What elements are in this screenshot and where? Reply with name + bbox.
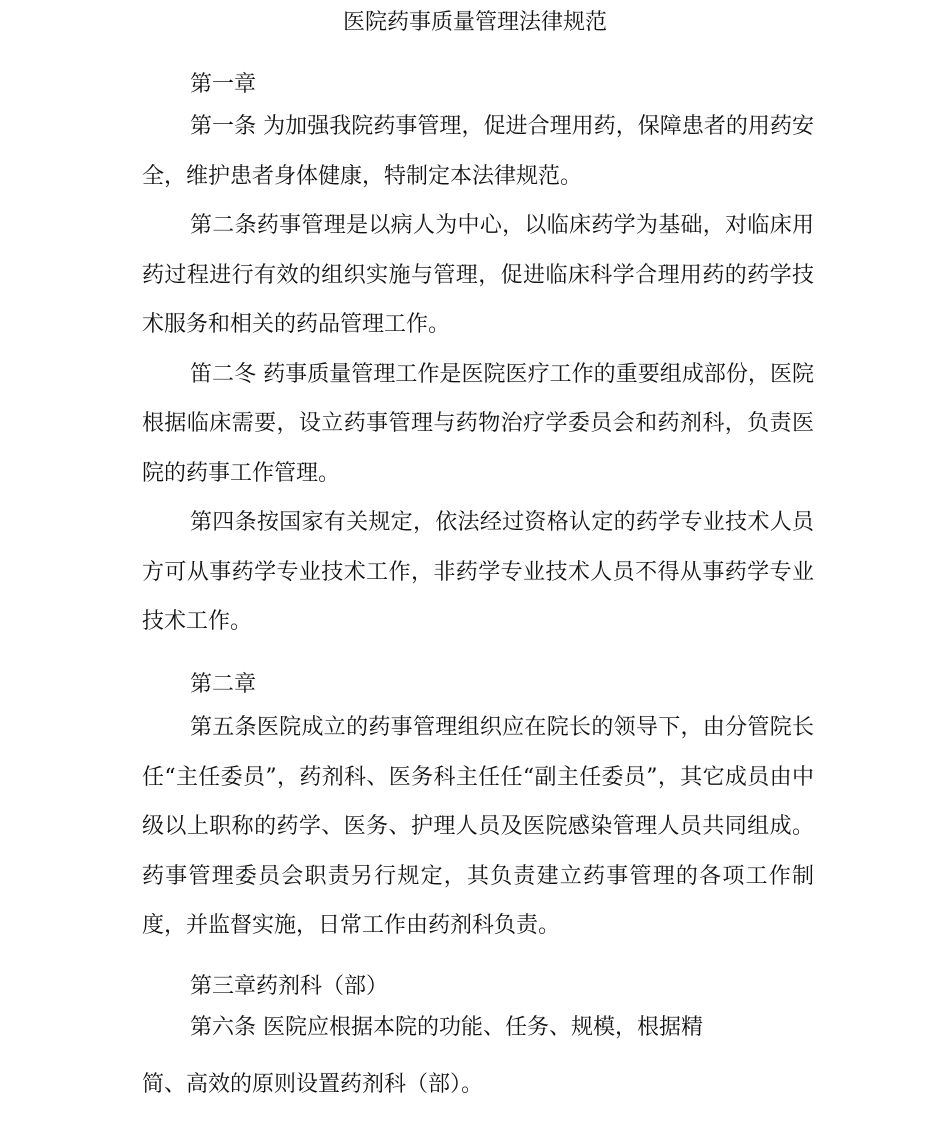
article-6-line-2: 简、高效的原则设置药剂科（部）。 [142, 1072, 484, 1097]
chapter-2-articles [142, 703, 814, 951]
article-5: 第五条医院成立的药事管理组织应在院长的领导下，由分管院长任“主任委员”，药剂科、医务科主任任“副主任委员”，其它成员由中级以上职称的药学、医务、护理人员及医院感染管理人员共同组成。药事管理委员会职责另行规定，其负责建立药事管理的各项工作制度，并监督实施，日常工作由药剂科负责。 [142, 715, 814, 938]
article-2: 第二条药事管理是以病人为中心，以临床药学为基础，对临床用药过程进行有效的组织实施与管理，促进临床科学合理用药的药学技术服务和相关的药品管理工作。 [142, 213, 814, 337]
chapter-2-heading: 第二章 [190, 672, 257, 697]
chapter-1-heading: 第一章 [190, 72, 257, 97]
article-6-line-1: 第六条 医院应根据本院的功能、任务、规模，根据精 [190, 1015, 703, 1040]
article-4: 第四条按国家有关规定，依法经过资格认定的药学专业技术人员方可从事药学专业技术工作，非药学专业技术人员不得从事药学专业技术工作。 [142, 510, 814, 634]
document-title: 医院药事质量管理法律规范 [342, 10, 607, 35]
article-1: 第一条 为加强我院药事管理，促进合理用药，保障患者的用药安全，维护患者身体健康，特制定本法律规范。 [142, 114, 814, 189]
chapter-3-heading: 第三章药剂科（部） [190, 974, 389, 999]
chapter-1-articles [142, 102, 814, 647]
article-3: 笛二冬 药事质量管理工作是医院医疗工作的重要组成部份，医院根据临床需要，设立药事管理与药物治疗学委员会和药剂科，负责医院的药事工作管理。 [142, 361, 814, 486]
